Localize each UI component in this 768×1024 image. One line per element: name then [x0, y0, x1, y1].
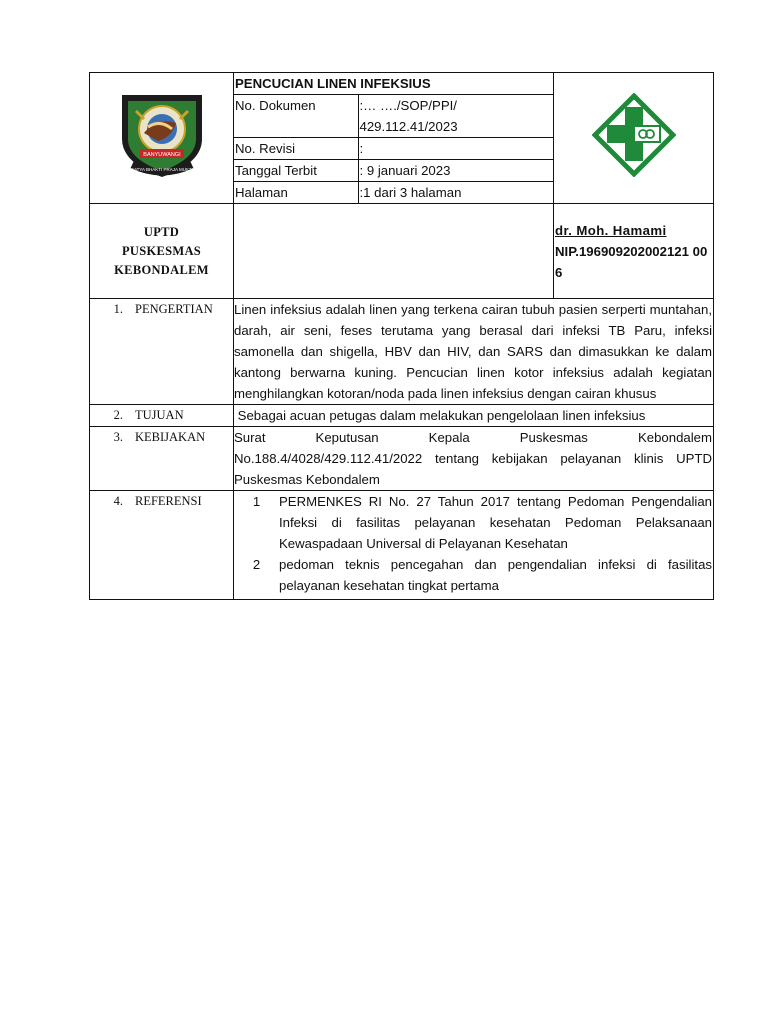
label-tanggal-terbit: Tanggal Terbit [234, 160, 358, 182]
org-line-2: PUSKESMAS [121, 243, 202, 258]
section-label: REFERENSI [135, 494, 202, 508]
section-number: 2. [113, 408, 123, 422]
banyuwangi-regency-seal-icon [114, 89, 210, 181]
motto-text: SATYA BHAKTI PRAJA MUKTI [130, 167, 193, 172]
section-number: 1. [113, 302, 123, 316]
signatory-nip: NIP.196909202002121 006 [555, 244, 708, 280]
left-logo-cell [90, 73, 234, 204]
reference-number: 2 [252, 557, 261, 572]
section-label-referensi [90, 491, 234, 600]
section-text-referensi [234, 491, 714, 600]
reference-item [234, 491, 712, 554]
label-no-revisi: No. Revisi [234, 138, 358, 160]
section-label-kebijakan [90, 427, 234, 491]
reference-text: PERMENKES RI No. 27 Tahun 2017 tentang Pedoman Pengendalian Infeksi di fasilitas pelayanan kesehatan Pedoman Pelaksanaan Kewaspadaan Universal di Pelayanan Kesehatan [279, 494, 712, 551]
document-title: PENCUCIAN LINEN INFEKSIUS [234, 73, 553, 95]
section-number: 3. [113, 430, 123, 444]
section-label: PENGERTIAN [135, 302, 213, 316]
section-label: KEBIJAKAN [135, 430, 206, 444]
banner-text: BANYUWANGI [142, 152, 181, 158]
reference-text: pedoman teknis pencegahan dan pengendalian infeksi di fasilitas pelayanan kesehatan tingkat pertama [279, 557, 712, 593]
section-text-pengertian: Linen infeksius adalah linen yang terkena cairan tubuh pasien serperti muntahan, darah, air seni, feses terutama yang berasal dari infeksi TB Paru, infeksi samonella dan shigella, HBV dan HIV, dan SARS dan dimasukkan ke dalam kantong berwarna kuning. Pencucian linen kotor infeksius adalah kegiatan menghilangkan kotoran/noda pada linen infeksius dengan cairan khusus [234, 299, 714, 405]
right-logo-cell [554, 73, 714, 204]
reference-number: 1 [252, 494, 261, 509]
section-number: 4. [113, 494, 123, 508]
section-label-pengertian [90, 299, 234, 405]
value-no-revisi: : [358, 138, 553, 160]
value-no-dokumen [358, 95, 553, 138]
header-info-cell [234, 73, 554, 204]
reference-item [234, 554, 712, 596]
value-tanggal-terbit: : 9 januari 2023 [358, 160, 553, 182]
label-no-dokumen: No. Dokumen [234, 95, 358, 138]
org-line-1: UPTD [143, 224, 180, 239]
value-no-dokumen-line2: 429.112.41/2023 [359, 119, 458, 134]
section-text-kebijakan: Surat Keputusan Kepala Puskesmas Kebondalem No.188.4/4028/429.112.41/2022 tentang kebijakan pelayanan klinis UPTD Puskesmas Kebondalem [234, 427, 714, 491]
header-info-table [234, 73, 553, 203]
signatory-name: dr. Moh. Hamami [555, 223, 667, 238]
organization-name [90, 204, 234, 299]
label-halaman: Halaman [234, 182, 358, 204]
signatory-block [554, 204, 714, 299]
org-line-3: KEBONDALEM [114, 262, 209, 277]
section-label-tujuan [90, 405, 234, 427]
sop-table [89, 72, 714, 600]
blank-signature-space [234, 204, 554, 299]
value-no-dokumen-line1: :… …./SOP/PPI/ [359, 98, 457, 113]
reference-list [234, 491, 712, 596]
value-halaman: :1 dari 3 halaman [358, 182, 553, 204]
section-text-tujuan: Sebagai acuan petugas dalam melakukan pengelolaan linen infeksius [234, 405, 714, 427]
puskesmas-logo-icon [592, 93, 676, 177]
section-label: TUJUAN [135, 408, 184, 422]
